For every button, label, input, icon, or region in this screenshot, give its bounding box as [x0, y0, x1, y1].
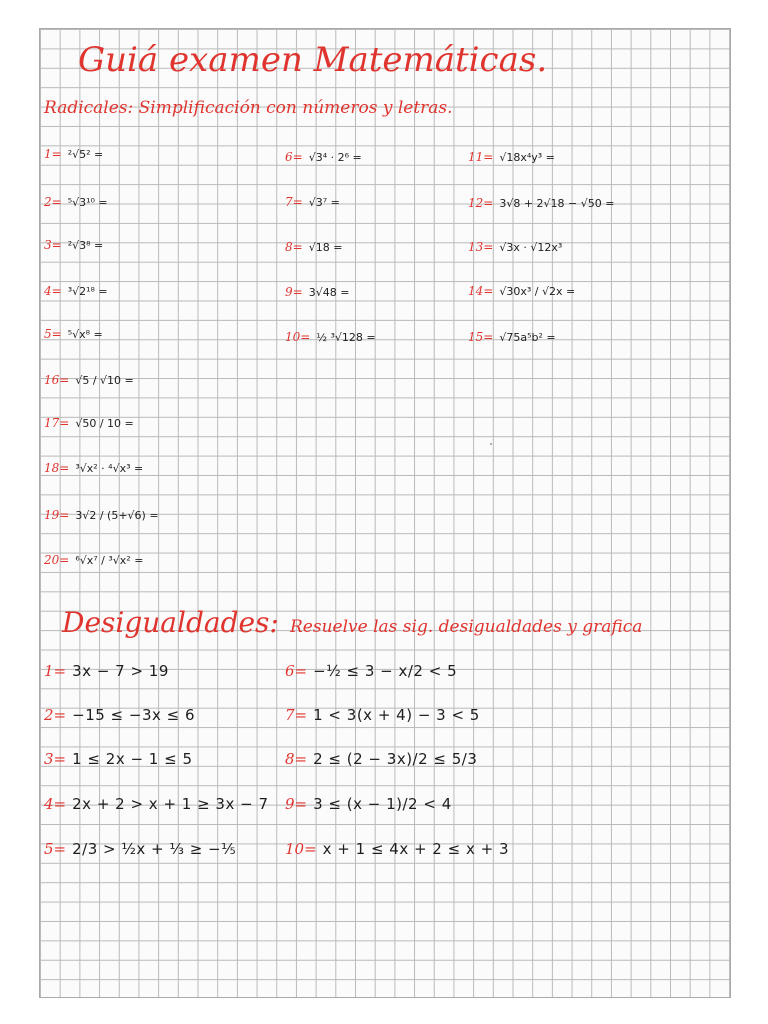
inequality-item-4: 4= 2x + 2 > x + 1 ≥ 3x − 7: [44, 795, 269, 813]
radical-item-1: 1= ²√5² =: [44, 147, 104, 161]
radical-item-6: 6= √3⁴ · 2⁶ =: [285, 150, 362, 164]
radical-item-9: 9= 3√48 =: [285, 285, 350, 299]
inequality-item-1: 1= 3x − 7 > 19: [44, 662, 169, 680]
radical-item-4: 4= ³√2¹⁸ =: [44, 284, 108, 298]
inequality-item-5: 5= 2/3 > ½x + ⅓ ≥ −⅕: [44, 840, 237, 858]
radical-item-8: 8= √18 =: [285, 240, 343, 254]
stray-dot: [490, 443, 492, 445]
radical-item-13: 13= √3x · √12x³: [468, 240, 563, 254]
radical-item-15: 15= √75a⁵b² =: [468, 330, 556, 344]
inequality-item-8: 8= 2 ≤ (2 − 3x)/2 ≤ 5/3: [285, 750, 478, 768]
page-title: Guiá examen Matemáticas.: [78, 40, 548, 80]
desigualdades-instruction: Resuelve las sig. desigualdades y grafica: [290, 617, 643, 637]
radical-item-3: 3= ²√3⁸ =: [44, 238, 104, 252]
radical-item-2: 2= ⁵√3¹⁰ =: [44, 195, 108, 209]
inequality-item-2: 2= −15 ≤ −3x ≤ 6: [44, 706, 196, 724]
inequality-item-7: 7= 1 < 3(x + 4) − 3 < 5: [285, 706, 480, 724]
radical-item-17: 17= √50 / 10 =: [44, 416, 134, 430]
radical-item-12: 12= 3√8 + 2√18 − √50 =: [468, 196, 615, 210]
radical-item-14: 14= √30x³ / √2x =: [468, 284, 576, 298]
radical-item-10: 10= ½ ³√128 =: [285, 330, 376, 344]
radicales-heading: Radicales: Simplificación con números y letras.: [44, 98, 453, 118]
radical-item-11: 11= √18x⁴y³ =: [468, 150, 555, 164]
radical-item-20: 20= ⁶√x⁷ / ³√x² =: [44, 553, 144, 567]
radical-item-7: 7= √3⁷ =: [285, 195, 340, 209]
inequality-item-6: 6= −½ ≤ 3 − x/2 < 5: [285, 662, 458, 680]
radical-item-19: 19= 3√2 / (5+√6) =: [44, 508, 159, 522]
inequality-item-3: 3= 1 ≤ 2x − 1 ≤ 5: [44, 750, 193, 768]
desigualdades-heading: Desigualdades:: [62, 606, 279, 639]
inequality-item-10: 10= x + 1 ≤ 4x + 2 ≤ x + 3: [285, 840, 509, 858]
radical-item-18: 18= ³√x² · ⁴√x³ =: [44, 461, 144, 475]
inequality-item-9: 9= 3 ≤ (x − 1)/2 < 4: [285, 795, 452, 813]
radical-item-16: 16= √5 / √10 =: [44, 373, 134, 387]
radical-item-5: 5= ⁵√x⁸ =: [44, 327, 103, 341]
